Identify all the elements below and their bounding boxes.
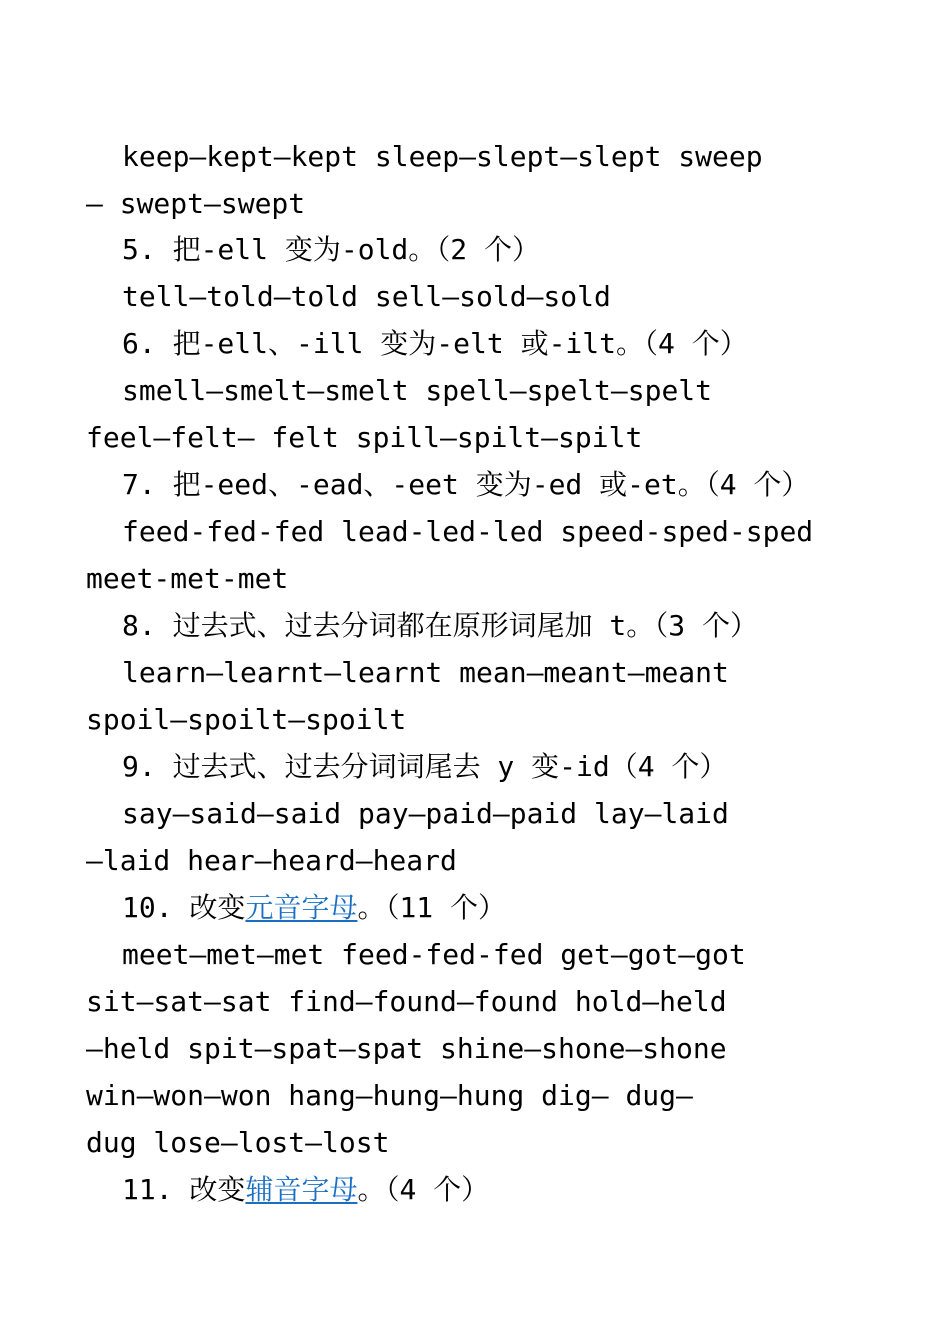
text-line: —laid hear—heard—heard xyxy=(86,844,457,877)
vowel-letters-link[interactable]: 元音字母 xyxy=(245,891,358,924)
text-line: — swept—swept xyxy=(86,187,306,220)
text-line: say—said—said pay—paid—paid lay—laid xyxy=(122,797,729,830)
text-line: tell—told—told sell—sold—sold xyxy=(122,280,611,313)
heading-suffix: 。（4 个） xyxy=(357,1173,490,1206)
heading-prefix: 10. 改变 xyxy=(122,891,246,924)
section-heading: 8. 过去式、过去分词都在原形词尾加 t。（3 个） xyxy=(122,609,759,642)
text-line: meet-met-met xyxy=(86,562,289,595)
section-heading xyxy=(122,1166,489,1213)
text-line: meet—met—met feed-fed-fed get—got—got xyxy=(122,938,746,971)
section-heading: 9. 过去式、过去分词词尾去 y 变-id（4 个） xyxy=(122,750,728,783)
section-heading: 7. 把-eed、-ead、-eet 变为-ed 或-et。（4 个） xyxy=(122,468,810,501)
text-line: —held spit—spat—spat shine—shone—shone xyxy=(86,1032,727,1065)
text-line: spoil—spoilt—spoilt xyxy=(86,703,407,736)
text-line: feed-fed-fed lead-led-led speed-sped-sped xyxy=(122,515,814,548)
text-line: learn—learnt—learnt mean—meant—meant xyxy=(122,656,729,689)
heading-suffix: 。（11 个） xyxy=(357,891,507,924)
heading-prefix: 11. 改变 xyxy=(122,1173,246,1206)
text-line: sit—sat—sat find—found—found hold—held xyxy=(86,985,727,1018)
consonant-letters-link[interactable]: 辅音字母 xyxy=(245,1173,358,1206)
section-heading: 6. 把-ell、-ill 变为-elt 或-ilt。（4 个） xyxy=(122,327,748,360)
text-line: dug lose—lost—lost xyxy=(86,1126,390,1159)
text-line: feel—felt— felt spill—spilt—spilt xyxy=(86,421,643,454)
text-line: keep—kept—kept sleep—slept—slept sweep xyxy=(122,140,763,173)
text-line: win—won—won hang—hung—hung dig— dug— xyxy=(86,1079,693,1112)
section-heading: 5. 把-ell 变为-old。（2 个） xyxy=(122,233,541,266)
text-line: smell—smelt—smelt spell—spelt—spelt xyxy=(122,374,713,407)
section-heading xyxy=(122,884,506,931)
